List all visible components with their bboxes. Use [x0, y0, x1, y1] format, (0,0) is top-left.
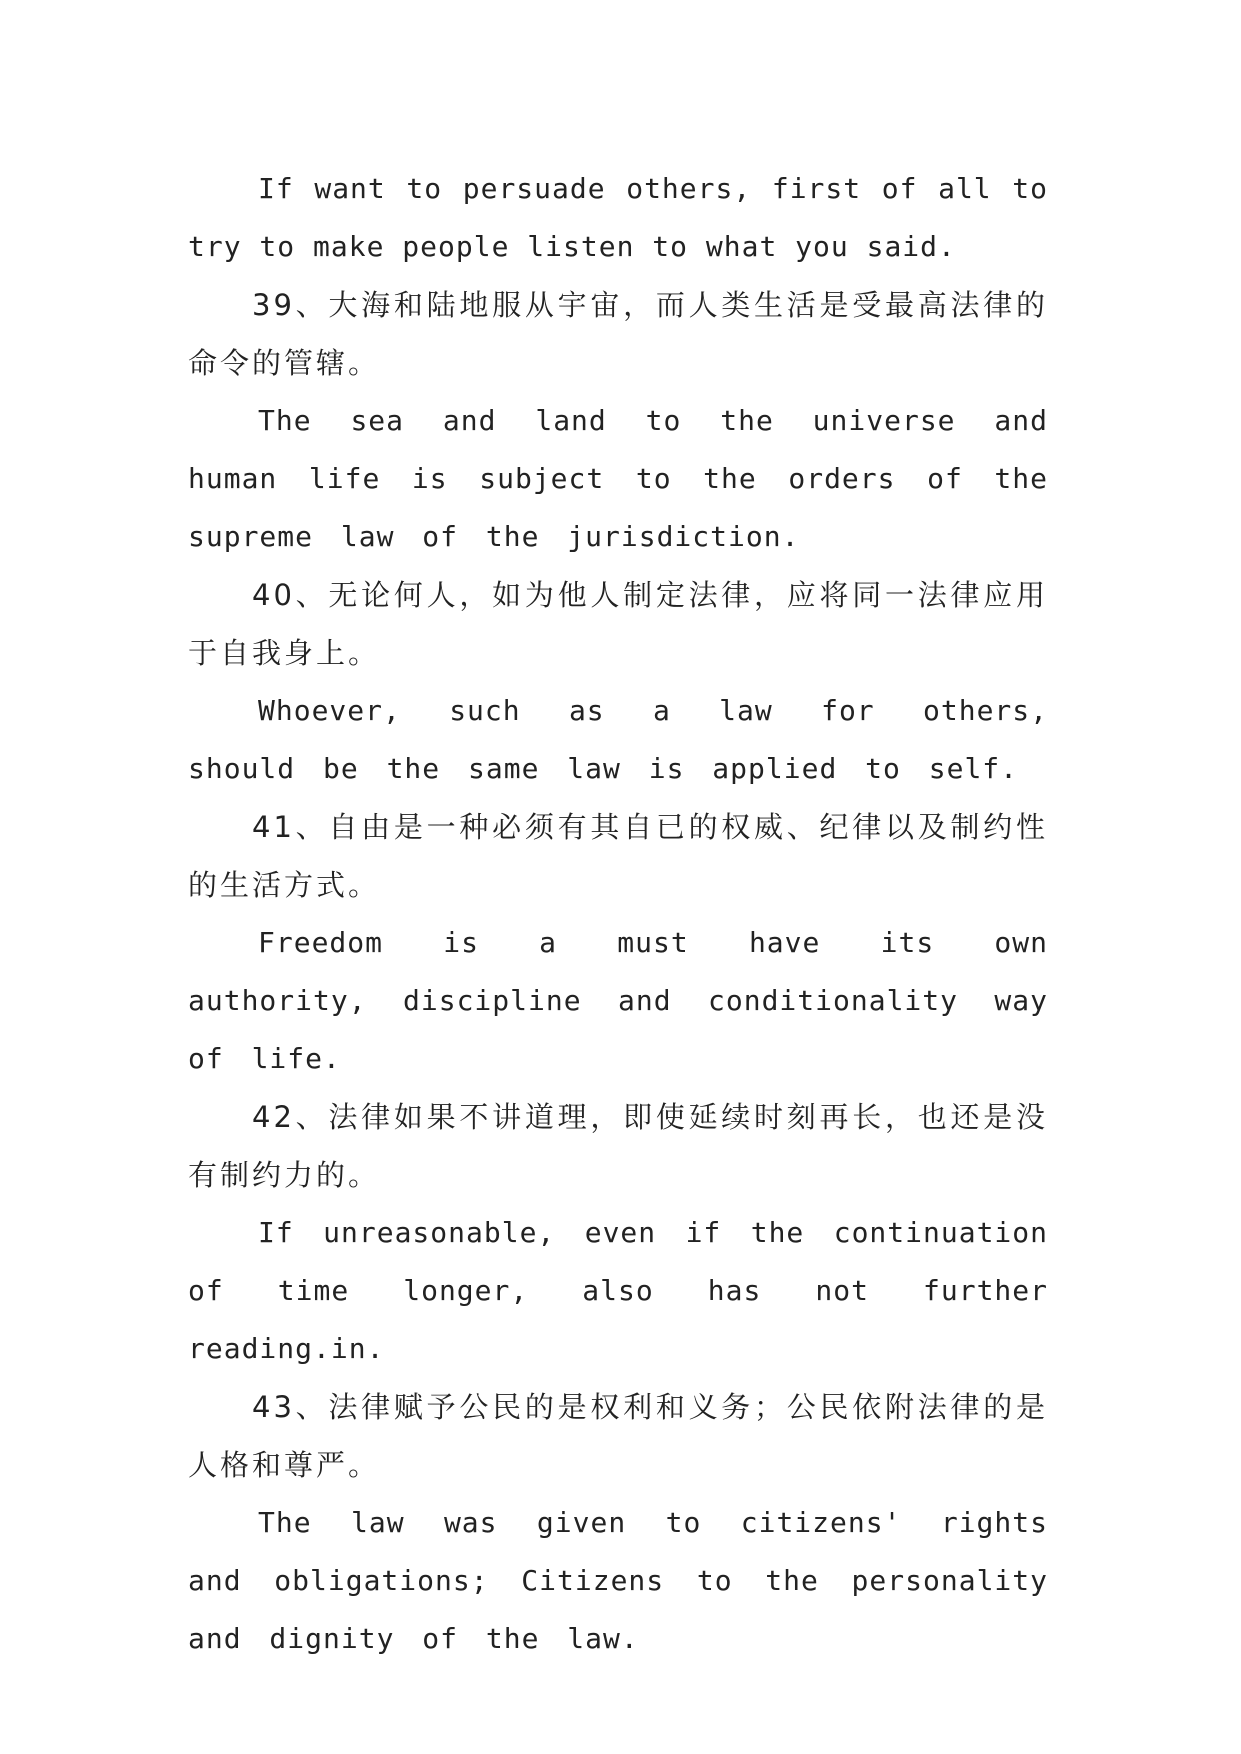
- paragraph-zh-42: 42、法律如果不讲道理，即使延续时刻再长，也还是没有制约力的。: [188, 1100, 1048, 1192]
- paragraph-en-42: If unreasonable, even if the continuation of time longer, also has not further reading.in.: [188, 1216, 1048, 1365]
- paragraph-en-43: The law was given to citizens' rights and obligations; Citizens to the personality and dignity of the law.: [188, 1506, 1048, 1655]
- paragraph-en-persuade: If want to persuade others, first of all to try to make people listen to what you said.: [188, 172, 1048, 263]
- paragraph-en-40: Whoever, such as a law for others, should be the same law is applied to self.: [188, 694, 1048, 785]
- paragraph-en-41: Freedom is a must have its own authority, discipline and conditionality way of life.: [188, 926, 1048, 1075]
- paragraph-en-39: The sea and land to the universe and human life is subject to the orders of the supreme law of the jurisdiction.: [188, 404, 1048, 553]
- paragraph-zh-39: 39、大海和陆地服从宇宙，而人类生活是受最高法律的命令的管辖。: [188, 288, 1048, 380]
- paragraph-zh-40: 40、无论何人，如为他人制定法律，应将同一法律应用于自我身上。: [188, 578, 1048, 670]
- document-page: [188, 160, 1048, 1668]
- paragraph-zh-41: 41、自由是一种必须有其自已的权威、纪律以及制约性的生活方式。: [188, 810, 1048, 902]
- paragraph-zh-43: 43、法律赋予公民的是权利和义务；公民依附法律的是人格和尊严。: [188, 1390, 1048, 1482]
